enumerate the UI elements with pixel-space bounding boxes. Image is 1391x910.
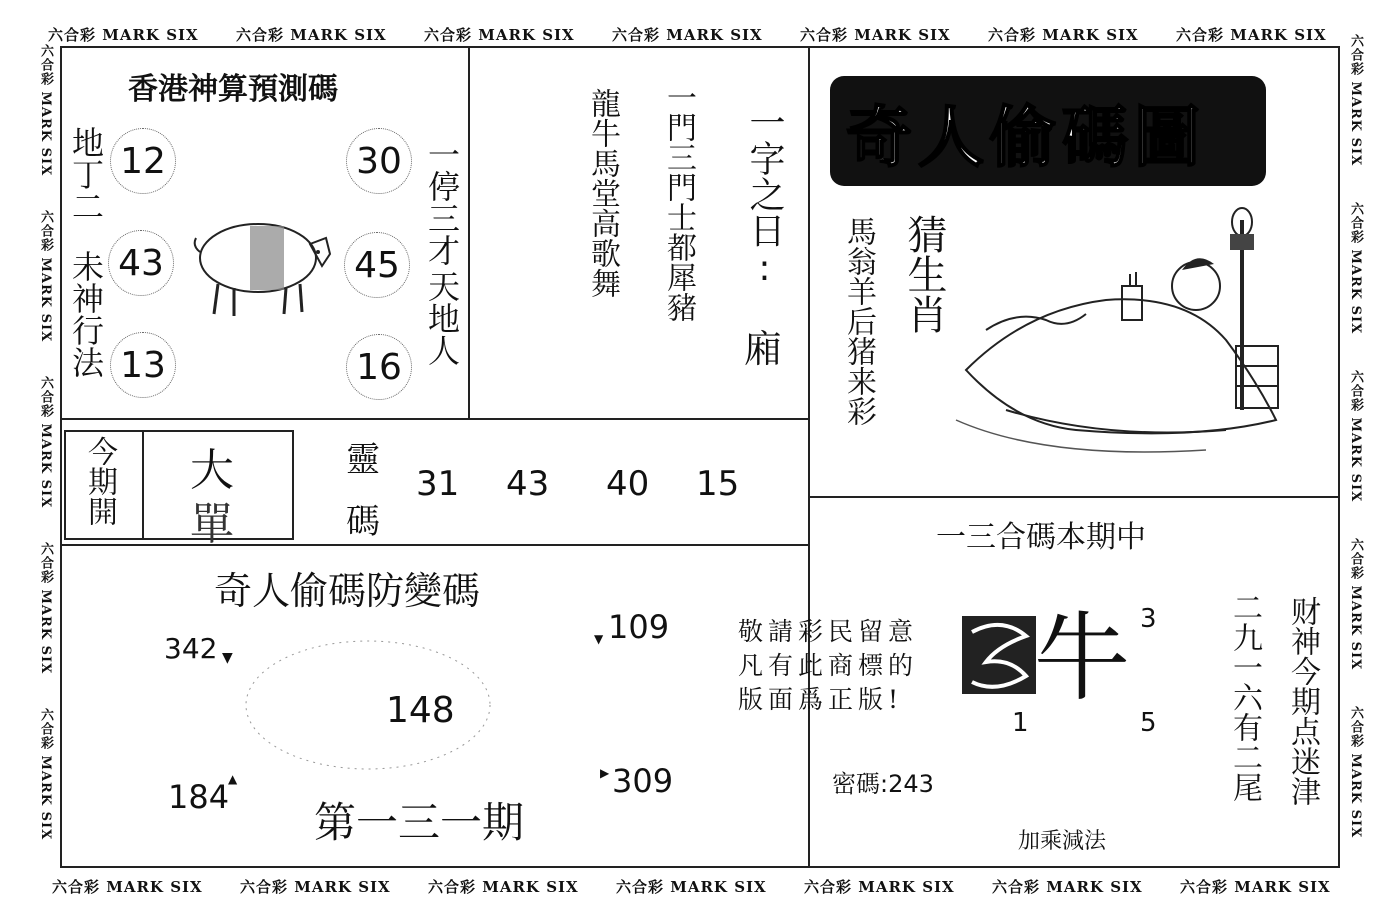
prediction-title: 香港神算預測碼 [128,72,338,107]
ling-number: 15 [696,464,740,504]
border-top-item: 六合彩 MARK SIX [424,26,575,44]
arrow-icon: ▲ [228,772,238,786]
notice-line-2: 凡有此商標的 [738,651,919,680]
zodiac-animal: 牛 [1034,602,1130,714]
number-309: 309 [612,762,674,800]
border-bottom-item: 六合彩 MARK SIX [992,878,1143,896]
left-vertical-text-2: 未神行法 [67,250,105,378]
dotted-loop [238,630,498,780]
ling-label-1: 靈 [346,440,380,480]
border-top-item: 六合彩 MARK SIX [48,26,199,44]
border-right-item: 六合彩 MARK SIX [1348,202,1363,335]
border-right-item: 六合彩 MARK SIX [1348,34,1363,167]
ling-number: 31 [416,464,460,504]
panel2-column-3: 一字之日: [744,104,785,289]
caption-column-2: 馬翁羊后猪来彩 [841,216,876,426]
border-top-item: 六合彩 MARK SIX [988,26,1139,44]
number-109: 109 [608,608,670,646]
number-circle: 13 [110,332,176,398]
arrow-icon: ▼ [594,632,604,646]
border-bottom-item: 六合彩 MARK SIX [240,878,391,896]
number-5: 5 [1140,708,1157,738]
divider [60,418,810,420]
secret-code: 密碼:243 [832,770,934,798]
border-bottom-item: 六合彩 MARK SIX [428,878,579,896]
big-character: 大 [190,445,234,496]
border-top-item: 六合彩 MARK SIX [800,26,951,44]
snake-emblem [958,612,1040,698]
number-circle: 43 [108,230,174,296]
issue-number: 第一三一期 [314,798,525,847]
arrow-icon: ▶ [600,766,610,780]
border-top-item: 六合彩 MARK SIX [1176,26,1327,44]
number-circle: 12 [110,128,176,194]
border-left-item: 六合彩 MARK SIX [38,542,53,675]
ling-number: 40 [606,464,650,504]
border-left-item: 六合彩 MARK SIX [38,44,53,177]
right-vertical-text-2: 天地人 [423,270,461,366]
banner-title: 奇人偷碼圖 [846,98,1206,176]
border-right-item: 六合彩 MARK SIX [1348,370,1363,503]
divider [468,46,470,418]
border-top [48,24,1336,45]
border-left-item: 六合彩 MARK SIX [38,210,53,343]
border-top-item: 六合彩 MARK SIX [612,26,763,44]
ling-number: 43 [506,464,550,504]
left-vertical-text-1: 地丁二 [67,126,105,222]
border-bottom [52,876,1340,897]
number-342: 342 [164,632,218,665]
panel2-character: 廂 [744,327,783,371]
border-bottom-item: 六合彩 MARK SIX [616,878,767,896]
current-issue-label: 今期開 [82,436,117,526]
border-right [1346,34,1365,874]
number-circle: 30 [346,128,412,194]
border-bottom-item: 六合彩 MARK SIX [1180,878,1331,896]
number-circle: 16 [346,334,412,400]
number-1: 1 [1012,708,1029,738]
panel2-column-1: 龍牛馬堂高歌舞 [585,88,620,298]
anti-change-title: 奇人偷碼防變碼 [214,569,481,613]
reclining-figure-illustration [946,200,1318,470]
border-left-item: 六合彩 MARK SIX [38,708,53,841]
notice-line-1: 敬請彩民留意 [738,617,919,646]
divider [142,430,144,540]
number-circle: 45 [344,232,410,298]
ling-label-2: 碼 [346,502,380,542]
panel2-column-2: 一門三門士都犀豬 [661,82,696,322]
divider [810,496,1340,498]
divider [60,544,810,546]
vertical-text-2: 财神今期点迷津 [1285,596,1320,806]
number-3: 3 [1140,604,1157,634]
border-bottom-item: 六合彩 MARK SIX [52,878,203,896]
number-184: 184 [168,778,230,816]
combo-title: 一三合碼本期中 [936,520,1146,555]
border-top-item: 六合彩 MARK SIX [236,26,387,44]
divider [808,46,810,868]
border-left-item: 六合彩 MARK SIX [38,376,53,509]
number-148: 148 [386,690,455,731]
right-vertical-text-1: 一停三才 [423,138,461,266]
notice-line-3: 版面爲正版! [738,685,904,714]
single-character: 單 [190,499,234,550]
border-right-item: 六合彩 MARK SIX [1348,706,1363,839]
arrow-icon: ▼ [222,650,233,666]
caption-column-1: 猜生肖 [901,214,947,334]
vertical-text-1: 二九一六有二尾 [1227,592,1262,802]
border-left [36,44,55,874]
border-bottom-item: 六合彩 MARK SIX [804,878,955,896]
method-label: 加乘減法 [1018,829,1107,854]
pig-icon [192,200,334,320]
border-right-item: 六合彩 MARK SIX [1348,538,1363,671]
